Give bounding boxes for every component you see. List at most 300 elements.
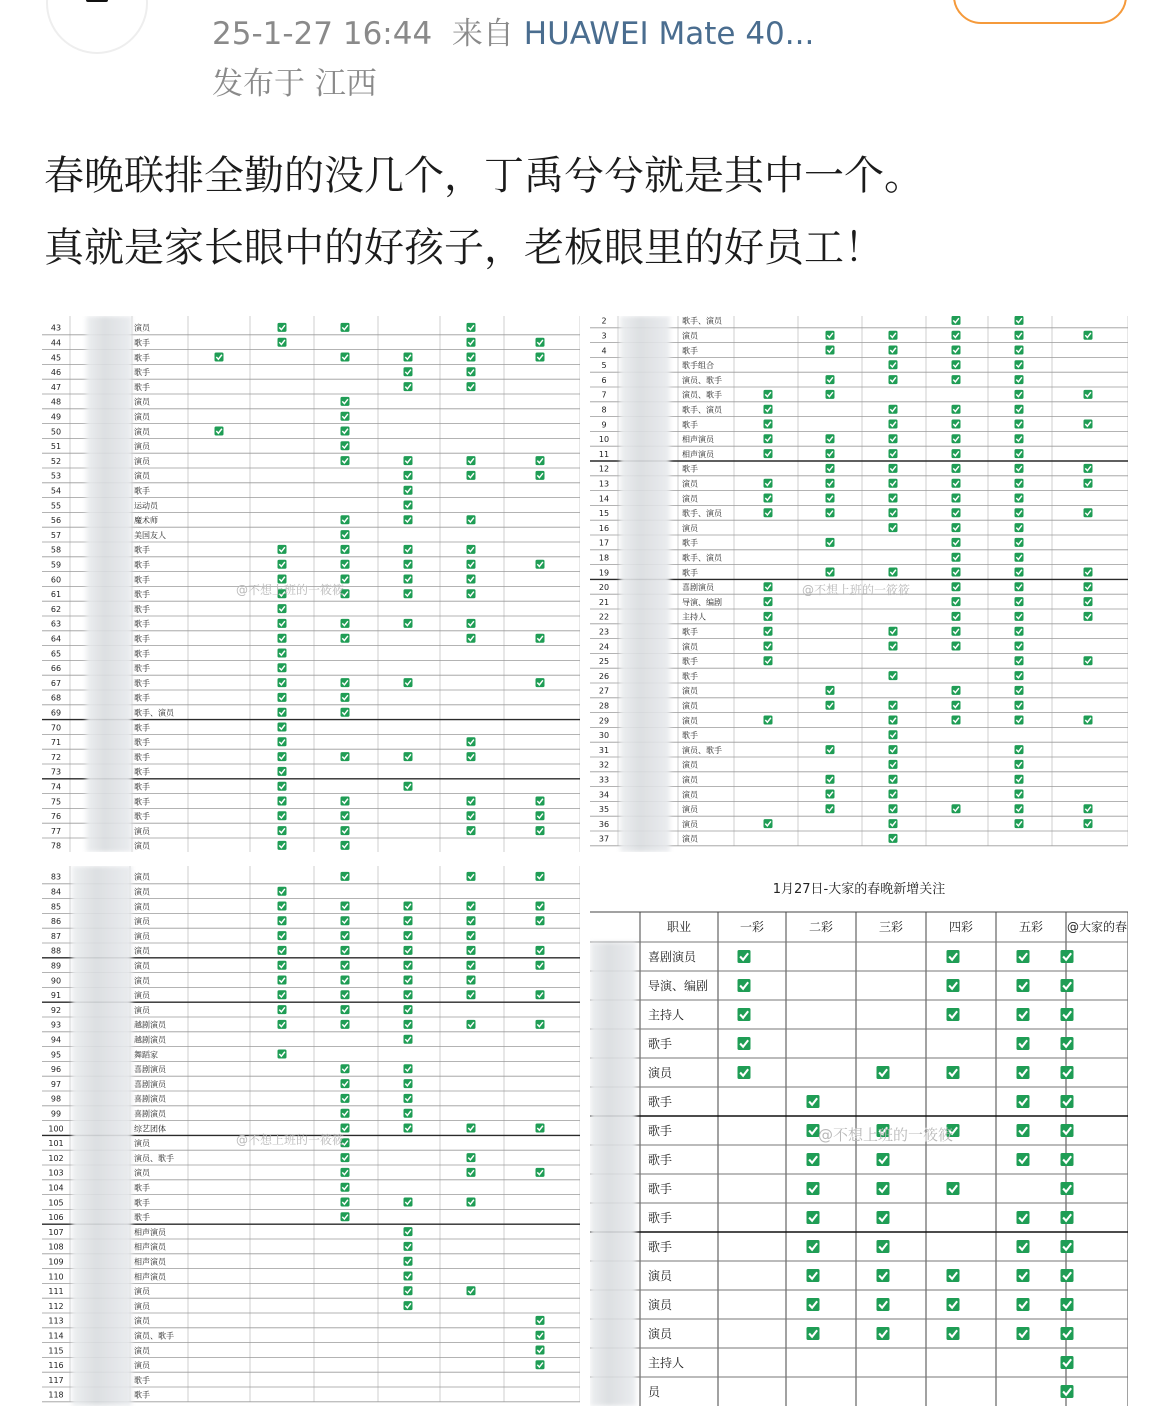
checkbox-icon [467,1286,476,1295]
row-role: 歌手、演员 [682,316,722,326]
row-number: 75 [50,797,62,807]
row-role: 主持人 [648,1356,685,1370]
row-number: 110 [48,1272,64,1282]
checkbox-icon [341,1020,350,1029]
checkbox-icon [826,538,835,547]
checkbox-icon [1015,405,1024,414]
checkbox-icon [536,916,545,925]
checkbox-icon [341,545,350,554]
checkbox-icon [826,346,835,355]
row-role: 演员 [134,442,150,452]
row-role: 演员 [648,1298,673,1312]
blurred-name-column [620,316,670,852]
checkbox-icon [467,338,476,347]
column-header: 三彩 [878,920,904,934]
checkbox-icon [467,634,476,643]
row-number: 88 [50,946,62,956]
checkbox-icon [764,420,773,429]
checkbox-icon [404,560,413,569]
row-role: 演员 [648,1269,673,1283]
checkbox-icon [278,1020,287,1029]
checkbox-icon [341,1005,350,1014]
row-number: 69 [50,708,62,718]
checkbox-icon [404,1005,413,1014]
row-number: 50 [50,427,62,437]
checkbox-icon [1084,420,1093,429]
checkbox-icon [341,708,350,717]
row-number: 35 [598,805,610,815]
row-number: 21 [598,597,610,607]
checkbox-icon [278,990,287,999]
row-role: 演员 [134,1301,150,1311]
column-header: 五彩 [1018,920,1044,934]
checkbox-icon [947,979,960,992]
checkbox-icon [215,427,224,436]
checkbox-icon [341,797,350,806]
row-number: 90 [50,976,62,986]
checkbox-icon [952,420,961,429]
checkbox-icon [889,627,898,636]
checkbox-icon [1061,1066,1074,1079]
row-number: 96 [50,1065,62,1075]
checkbox-icon [341,976,350,985]
checkbox-icon [278,767,287,776]
row-role: 相声演员 [134,1227,166,1237]
checkbox-icon [341,412,350,421]
row-role: 相声演员 [134,1242,166,1252]
row-number: 71 [50,738,62,748]
checkbox-icon [764,449,773,458]
checkbox-icon [1061,1385,1074,1398]
row-role: 歌手、演员 [682,509,722,519]
checkbox-icon [341,397,350,406]
checkbox-icon [764,479,773,488]
checkbox-icon [889,508,898,517]
checkbox-icon [404,367,413,376]
row-number: 59 [50,560,62,570]
checkbox-icon [467,323,476,332]
checkbox-icon [278,826,287,835]
checkbox-icon [1015,612,1024,621]
checkbox-icon [764,508,773,517]
checkbox-icon [1084,508,1093,517]
checkbox-icon [1084,597,1093,606]
checkbox-icon [341,634,350,643]
row-role: 歌手、演员 [134,708,174,718]
checkbox-icon [404,990,413,999]
row-role: 运动员 [134,501,158,511]
checkbox-icon [1015,701,1024,710]
row-role: 歌手 [682,346,698,356]
checkbox-icon [404,501,413,510]
row-role: 歌手 [134,752,150,762]
checkbox-icon [1015,434,1024,443]
row-number: 76 [50,812,62,822]
checkbox-icon [952,375,961,384]
checkbox-icon [536,811,545,820]
checkbox-icon [404,961,413,970]
checkbox-icon [278,634,287,643]
checkbox-icon [1015,464,1024,473]
checkbox-icon [1015,642,1024,651]
checkbox-icon [404,619,413,628]
checkbox-icon [404,1257,413,1266]
checkbox-icon [1061,950,1074,963]
checkbox-icon [536,353,545,362]
row-number: 9 [601,420,607,430]
checkbox-icon [467,560,476,569]
checkbox-icon [826,508,835,517]
row-number: 17 [598,538,610,548]
row-number: 55 [50,501,62,511]
row-role: 歌手 [682,657,698,667]
row-number: 74 [50,782,62,792]
checkbox-icon [1015,508,1024,517]
checkbox-icon [341,946,350,955]
row-number: 105 [48,1198,64,1208]
checkbox-icon [952,627,961,636]
checkbox-icon [404,1242,413,1251]
checkbox-icon [826,375,835,384]
row-number: 49 [50,412,62,422]
row-role: 演员 [682,479,698,489]
row-role: 演员 [682,760,698,770]
checkbox-icon [947,1008,960,1021]
row-role: 演员、歌手 [682,745,722,755]
checkbox-icon [807,1095,820,1108]
checkbox-icon [341,323,350,332]
checkbox-icon [1061,1182,1074,1195]
checkbox-icon [1017,950,1030,963]
checkbox-icon [807,1153,820,1166]
row-number: 91 [50,991,62,1001]
checkbox-icon [1015,331,1024,340]
checkbox-icon [1061,1327,1074,1340]
row-role: 演员、歌手 [134,1153,174,1163]
row-role: 歌手 [134,782,150,792]
row-role: 相声演员 [682,449,714,459]
checkbox-icon [341,678,350,687]
row-role: 演员 [134,826,150,836]
checkbox-icon [877,1327,890,1340]
checkbox-icon [1015,449,1024,458]
checkbox-icon [536,560,545,569]
checkbox-icon [826,390,835,399]
row-number: 117 [48,1375,64,1385]
row-role: 歌手 [648,1153,673,1167]
checkbox-icon [889,760,898,769]
image-3[interactable] [42,866,580,1406]
checkbox-icon [467,931,476,940]
follow-button[interactable] [953,0,1127,24]
row-role: 歌手 [134,649,150,659]
checkbox-icon [877,1240,890,1253]
checkbox-icon [952,523,961,532]
checkbox-icon [404,1109,413,1118]
checkbox-icon [536,678,545,687]
checkbox-icon [341,990,350,999]
row-role: 演员 [134,991,150,1001]
row-number: 113 [48,1316,64,1326]
row-number: 47 [50,382,62,392]
checkbox-icon [889,331,898,340]
checkbox-icon [467,916,476,925]
row-role: 演员 [134,1168,150,1178]
checkbox-icon [404,1198,413,1207]
row-number: 104 [48,1183,64,1193]
row-role: 演员 [134,471,150,481]
checkbox-icon [947,950,960,963]
row-role: 喜剧演员 [648,950,697,964]
checkbox-icon [889,405,898,414]
post-line-1: 春晚联排全勤的没几个，丁禹兮兮就是其中一个。 [44,153,924,199]
checkbox-icon [341,1212,350,1221]
checkbox-icon [404,545,413,554]
row-role: 演员 [134,1139,150,1149]
checkbox-icon [947,1066,960,1079]
row-role: 演员 [134,841,150,851]
checkbox-icon [889,360,898,369]
row-number: 11 [598,449,610,459]
checkbox-icon [404,1272,413,1281]
row-role: 演员 [682,716,698,726]
row-number: 48 [50,397,62,407]
checkbox-icon [764,405,773,414]
checkbox-icon [278,752,287,761]
row-number: 8 [601,405,607,415]
row-number: 65 [50,649,62,659]
row-number: 87 [50,931,62,941]
checkbox-icon [278,619,287,628]
row-number: 10 [598,435,610,445]
checkbox-icon [278,1050,287,1059]
checkbox-icon [764,612,773,621]
checkbox-icon [536,902,545,911]
checkbox-icon [1017,979,1030,992]
row-number: 100 [48,1124,64,1134]
row-role: 歌手组合 [682,361,714,371]
checkbox-icon [764,642,773,651]
checkbox-icon [404,1301,413,1310]
row-number: 46 [50,368,62,378]
checkbox-icon [1015,582,1024,591]
checkbox-icon [1017,1153,1030,1166]
checkbox-icon [952,686,961,695]
row-role: 演员 [134,397,150,407]
row-number: 111 [48,1287,64,1297]
checkbox-icon [952,360,961,369]
row-number: 102 [48,1153,64,1163]
avatar[interactable] [46,0,148,54]
row-role: 演员 [134,1005,150,1015]
checkbox-icon [404,916,413,925]
checkbox-icon [467,811,476,820]
row-number: 34 [598,790,610,800]
checkbox-icon [738,979,751,992]
row-role: 歌手 [134,604,150,614]
checkbox-icon [341,1109,350,1118]
checkbox-icon [341,811,350,820]
row-role: 演员 [682,686,698,696]
checkbox-icon [738,1066,751,1079]
checkbox-icon [278,649,287,658]
image-1[interactable] [42,316,580,852]
checkbox-icon [826,745,835,754]
checkbox-icon [404,1035,413,1044]
row-number: 37 [598,834,610,844]
checkbox-icon [877,1066,890,1079]
checkbox-icon [807,1327,820,1340]
checkbox-icon [1015,819,1024,828]
checkbox-icon [404,782,413,791]
row-role: 歌手 [134,1198,150,1208]
checkbox-icon [1015,390,1024,399]
row-role: 越剧演员 [134,1020,166,1030]
checkbox-icon [467,1124,476,1133]
checkbox-icon [1015,360,1024,369]
row-role: 歌手 [648,1095,673,1109]
blurred-name-column [72,866,132,1406]
checkbox-icon [826,686,835,695]
row-number: 89 [50,961,62,971]
row-role: 歌手 [682,538,698,548]
checkbox-icon [341,353,350,362]
row-role: 演员 [682,701,698,711]
row-number: 93 [50,1020,62,1030]
checkbox-icon [889,568,898,577]
row-number: 118 [48,1390,64,1400]
checkbox-icon [536,826,545,835]
row-role: 歌手 [134,486,150,496]
checkbox-icon [341,515,350,524]
checkbox-icon [467,589,476,598]
checkbox-icon [1017,1211,1030,1224]
checkbox-icon [341,441,350,450]
checkbox-icon [536,338,545,347]
checkbox-icon [1017,1008,1030,1021]
row-role: 歌手 [134,738,150,748]
checkbox-icon [467,1020,476,1029]
row-role: 歌手 [134,368,150,378]
row-role: 演员 [134,902,150,912]
checkbox-icon [341,826,350,835]
row-role: 歌手 [682,731,698,741]
row-role: 演员 [134,1287,150,1297]
checkbox-icon [1015,760,1024,769]
row-number: 103 [48,1168,64,1178]
checkbox-icon [536,961,545,970]
checkbox-icon [1015,686,1024,695]
checkbox-icon [1061,1211,1074,1224]
row-number: 68 [50,693,62,703]
device-link[interactable]: HUAWEI Mate 40... [523,16,815,52]
checkbox-icon [278,797,287,806]
row-role: 演员 [682,805,698,815]
row-number: 67 [50,678,62,688]
row-role: 相声演员 [134,1272,166,1282]
row-number: 95 [50,1050,62,1060]
row-role: 美国友人 [134,530,166,540]
checkbox-icon [278,678,287,687]
row-role: 歌手 [648,1037,673,1051]
checkbox-icon [1017,1066,1030,1079]
checkbox-icon [404,1079,413,1088]
checkbox-icon [536,797,545,806]
image-2[interactable] [590,316,1128,852]
checkbox-icon [947,1269,960,1282]
post-location: 发布于 江西 [212,66,377,102]
checkbox-icon [467,872,476,881]
row-role: 演员 [682,642,698,652]
image-4[interactable] [590,866,1128,1406]
checkbox-icon [952,479,961,488]
watermark: @不想上班的一筱筱 [236,583,345,597]
checkbox-icon [341,427,350,436]
checkbox-icon [889,730,898,739]
checkbox-icon [278,323,287,332]
row-number: 109 [48,1257,64,1267]
checkbox-icon [341,961,350,970]
checkbox-icon [826,790,835,799]
checkbox-icon [1015,553,1024,562]
row-number: 64 [50,634,62,644]
checkbox-icon [341,1168,350,1177]
checkbox-icon [807,1269,820,1282]
checkbox-icon [536,456,545,465]
checkbox-icon [1017,1327,1030,1340]
checkbox-icon [404,471,413,480]
checkbox-icon [278,841,287,850]
checkbox-icon [952,346,961,355]
column-header: 职业 [666,920,692,934]
checkbox-icon [952,405,961,414]
checkbox-icon [952,612,961,621]
row-role: 演员 [682,331,698,341]
watermark: @不想上班的一筱筱 [818,1126,954,1144]
row-number: 31 [598,745,610,755]
checkbox-icon [952,316,961,325]
row-role: 歌手 [648,1124,673,1138]
blurred-name-column [590,942,636,1406]
row-role: 演员 [682,790,698,800]
checkbox-icon [1017,1124,1030,1137]
row-role: 歌手 [134,767,150,777]
row-role: 歌手 [134,797,150,807]
checkbox-icon [738,1037,751,1050]
row-number: 24 [598,642,610,652]
row-number: 28 [598,701,610,711]
checkbox-icon [889,494,898,503]
checkbox-icon [1017,1269,1030,1282]
checkbox-icon [1061,1356,1074,1369]
checkbox-icon [404,486,413,495]
row-role: 歌手 [682,671,698,681]
row-role: 演员 [134,961,150,971]
checkbox-icon [1084,479,1093,488]
row-number: 12 [598,464,610,474]
row-role: 歌手 [134,664,150,674]
row-role: 喜剧演员 [682,583,714,593]
checkbox-icon [404,976,413,985]
row-number: 85 [50,902,62,912]
checkbox-icon [952,449,961,458]
checkbox-icon [278,338,287,347]
checkbox-icon [278,811,287,820]
row-number: 112 [48,1301,64,1311]
checkbox-icon [341,916,350,925]
checkbox-icon [341,456,350,465]
checkbox-icon [1084,331,1093,340]
